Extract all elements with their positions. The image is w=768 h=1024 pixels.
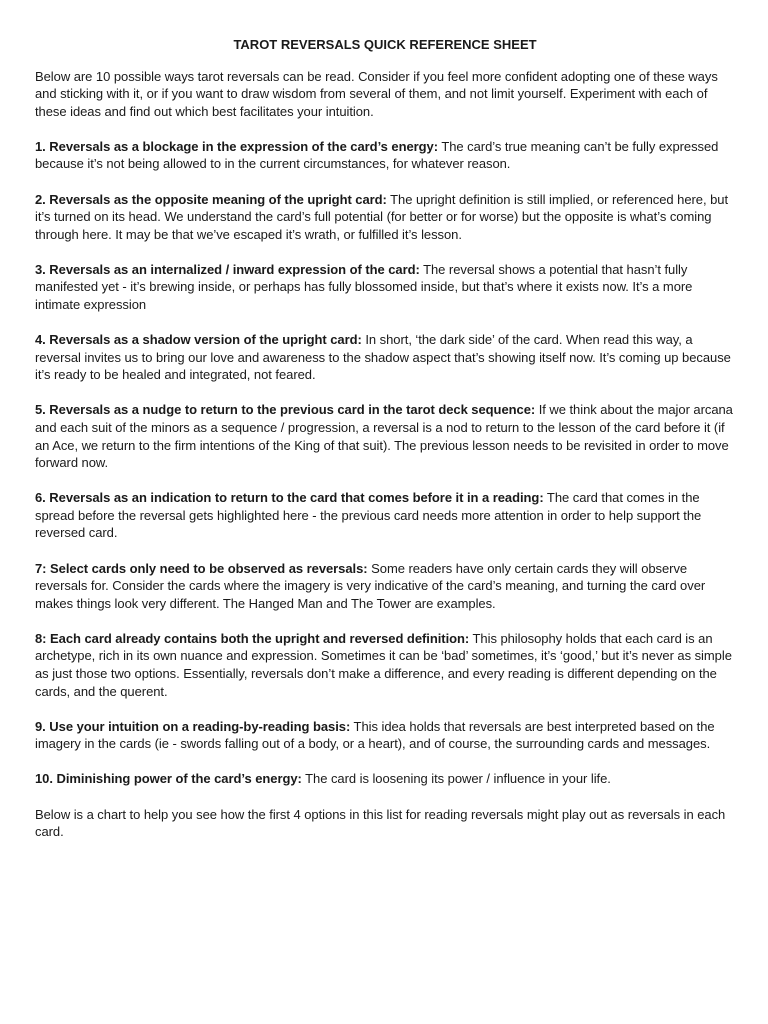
item-body: The card is loosening its power / influence in your life. [301, 771, 611, 787]
list-item-7 [35, 560, 735, 613]
list-item-2 [35, 191, 735, 244]
item-heading: 5. Reversals as a nudge to return to the previous card in the tarot deck sequence: [35, 402, 536, 418]
item-heading: 7: Select cards only need to be observed as reversals: [35, 560, 368, 576]
list-item-1 [35, 138, 735, 173]
item-body: The card’s true meaning can’t be fully expressed because it’s not being allowed to in the current circumstances, for whatever reason. [35, 138, 719, 172]
list-item-6 [35, 489, 735, 542]
document-title: TAROT REVERSALS QUICK REFERENCE SHEET [233, 37, 537, 52]
item-heading: 9. Use your intuition on a reading-by-reading basis: [35, 718, 351, 734]
item-body: This philosophy holds that each card is an archetype, rich in its own nuance and expression. Sometimes it can be ‘bad’ sometimes, it’s ‘good,’ but it’s never as simple as just those two options. Essentially, reversals don’t make a difference, and every reading is different depending on the cards, and the querent. [35, 630, 732, 699]
list-item-3 [35, 261, 735, 314]
closing-paragraph: Below is a chart to help you see how the first 4 options in this list for reading reversals might play out as reversals in each card. [35, 806, 726, 840]
item-body: The upright definition is still implied, or referenced here, but it’s turned on its head. We understand the card’s full potential (for better or for worse) but the opposite is what’s coming through here. It may be that we’ve escaped it’s wrath, or fulfilled it’s lesson. [35, 191, 729, 242]
item-body: Some readers have only certain cards they will observe reversals for. Consider the cards where the imagery is very indicative of the card’s meaning, and turning the card over makes things look very different. The Hanged Man and The Tower are examples. [35, 560, 706, 611]
document-page [35, 36, 735, 841]
list-item-9 [35, 718, 735, 753]
list-item-10 [35, 770, 735, 788]
reversal-methods-list [35, 138, 735, 788]
item-heading: 2. Reversals as the opposite meaning of the upright card: [35, 191, 387, 207]
list-item-8 [35, 630, 735, 700]
list-item-5 [35, 401, 735, 471]
item-heading: 6. Reversals as an indication to return to the card that comes before it in a reading: [35, 490, 544, 506]
intro-paragraph: Below are 10 possible ways tarot reversals can be read. Consider if you feel more confident adopting one of these ways and sticking with it, or if you want to draw wisdom from several of them, and not limit yourself. Experiment with each of these ideas and find out which best facilitates your intuition. [35, 68, 718, 119]
item-body: If we think about the major arcana and each suit of the minors as a sequence / progression, a reversal is a nod to return to the lesson of the card before it (if an Ace, we return to the firm intentions of the King of that suit). The previous lesson needs to be revisited in order to move forward now. [35, 402, 733, 471]
item-heading: 10. Diminishing power of the card’s energy: [35, 771, 302, 787]
item-body: This idea holds that reversals are best interpreted based on the imagery in the cards (ie - swords falling out of a body, or a heart), and of course, the surrounding cards and messages. [35, 718, 715, 752]
item-heading: 4. Reversals as a shadow version of the upright card: [35, 332, 362, 348]
item-heading: 3. Reversals as an internalized / inward expression of the card: [35, 261, 420, 277]
item-body: In short, ‘the dark side’ of the card. When read this way, a reversal invites us to bring our love and awareness to the shadow aspect that’s showing itself now. It’s coming up because it’s ready to be healed and integrated, not feared. [35, 332, 731, 383]
list-item-4 [35, 331, 735, 384]
item-heading: 8: Each card already contains both the upright and reversed definition: [35, 630, 470, 646]
item-body: The reversal shows a potential that hasn’t fully manifested yet - it’s brewing inside, or perhaps has fully blossomed inside, but that’s where it exists now. It’s a more intimate expression [35, 261, 693, 313]
item-heading: 1. Reversals as a blockage in the expression of the card’s energy: [35, 138, 439, 154]
item-body: The card that comes in the spread before the reversal gets highlighted here - the previous card needs more attention in order to help support the reversed card. [35, 490, 702, 541]
